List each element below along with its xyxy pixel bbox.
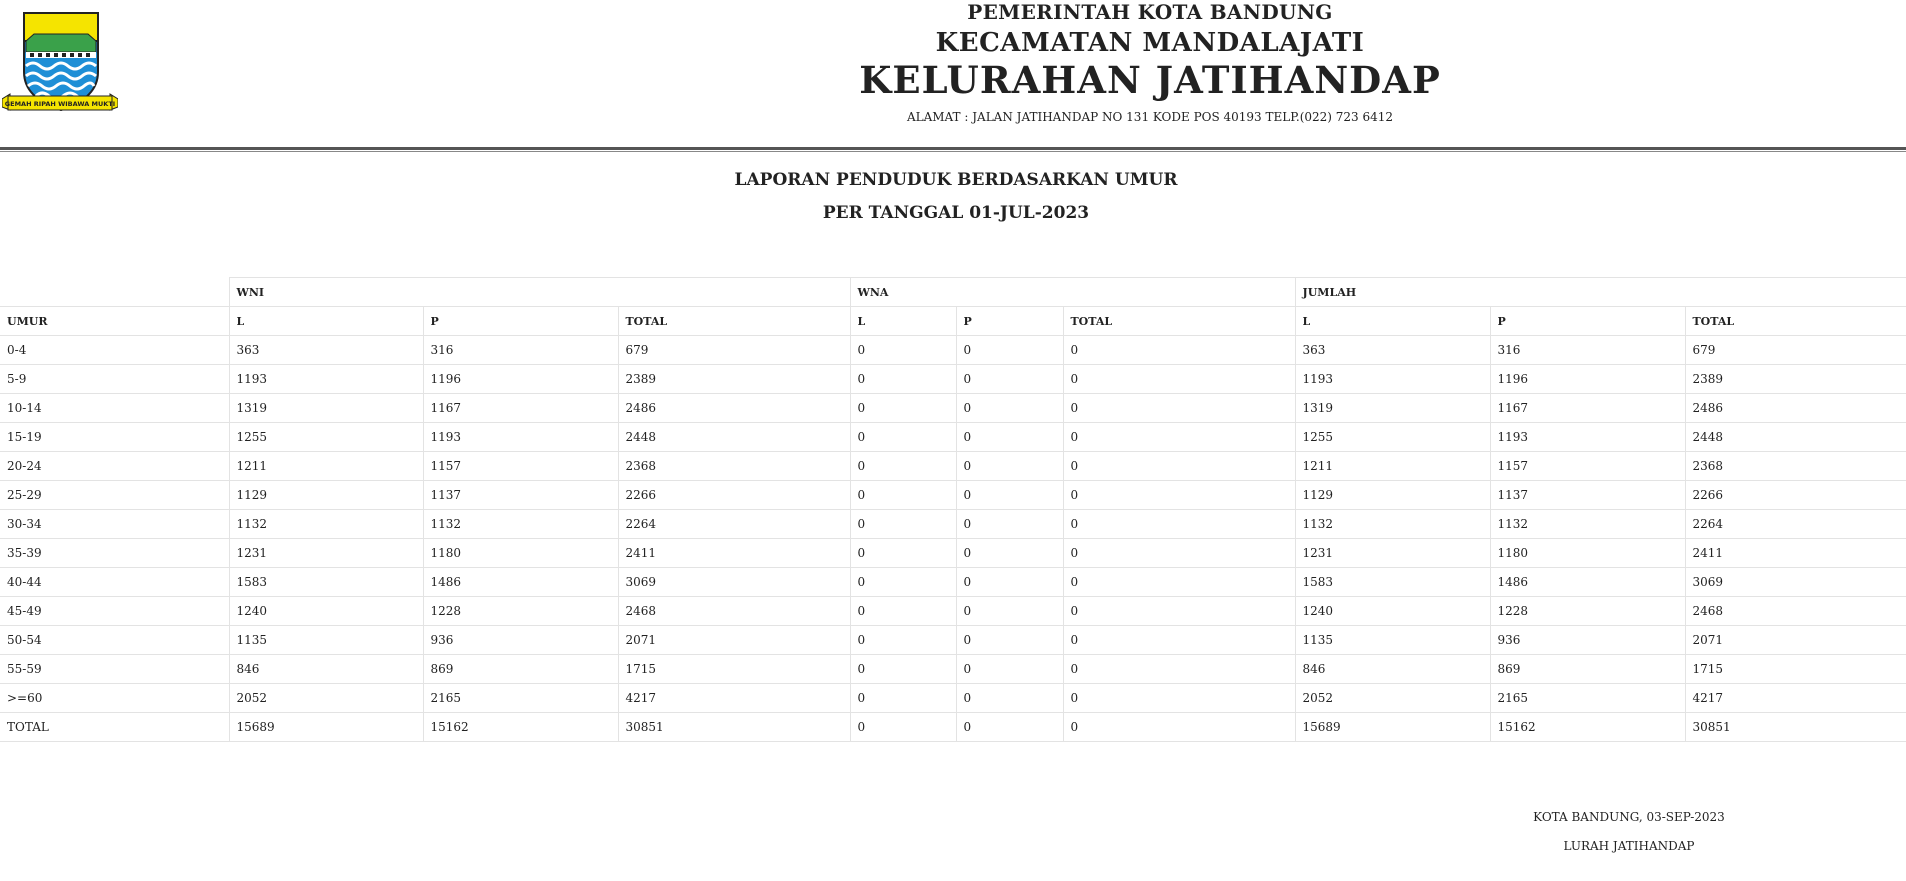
- table-cell: 1196: [1490, 365, 1685, 394]
- table-row: [0, 684, 1906, 713]
- table-cell: 2368: [618, 452, 850, 481]
- table-cell: 1486: [1490, 568, 1685, 597]
- table-cell: 0: [850, 713, 956, 742]
- table-row: [0, 568, 1906, 597]
- table-cell: 0: [1063, 684, 1295, 713]
- table-cell: 0: [1063, 394, 1295, 423]
- table-cell: 316: [1490, 336, 1685, 365]
- table-cell: 0: [1063, 452, 1295, 481]
- table-cell: 0: [850, 452, 956, 481]
- table-cell: 1211: [1295, 452, 1490, 481]
- table-cell: 2411: [618, 539, 850, 568]
- header-divider-thin: [0, 151, 1906, 152]
- table-cell: 2264: [618, 510, 850, 539]
- table-cell: 2071: [1685, 626, 1906, 655]
- age-group-cell: 55-59: [0, 655, 229, 684]
- table-cell: 363: [1295, 336, 1490, 365]
- table-cell: 0: [850, 510, 956, 539]
- table-cell: 0: [850, 626, 956, 655]
- signature-role: LURAH JATIHANDAP: [1563, 839, 1695, 853]
- table-cell: 0: [850, 423, 956, 452]
- table-cell: 0: [850, 481, 956, 510]
- age-group-cell: 0-4: [0, 336, 229, 365]
- table-cell: 936: [423, 626, 618, 655]
- table-cell: 1167: [1490, 394, 1685, 423]
- table-cell: 0: [956, 365, 1063, 394]
- table-cell: 0: [1063, 597, 1295, 626]
- table-cell: 0: [956, 452, 1063, 481]
- table-row: [0, 336, 1906, 365]
- table-cell: 2448: [618, 423, 850, 452]
- report-title: LAPORAN PENDUDUK BERDASARKAN UMUR: [734, 170, 1178, 190]
- table-cell: 0: [956, 684, 1063, 713]
- column-header: TOTAL: [618, 307, 850, 336]
- table-cell: 1129: [1295, 481, 1490, 510]
- table-cell: 2389: [618, 365, 850, 394]
- table-row: [0, 481, 1906, 510]
- age-group-cell: 30-34: [0, 510, 229, 539]
- table-cell: 0: [850, 655, 956, 684]
- age-group-cell: 20-24: [0, 452, 229, 481]
- table-row: [0, 626, 1906, 655]
- table-cell: 1135: [229, 626, 423, 655]
- table-cell: 2368: [1685, 452, 1906, 481]
- table-row: [0, 365, 1906, 394]
- table-cell: 4217: [1685, 684, 1906, 713]
- table-row: [0, 510, 1906, 539]
- age-group-cell: 35-39: [0, 539, 229, 568]
- table-cell: 1240: [1295, 597, 1490, 626]
- table-cell: 0: [1063, 365, 1295, 394]
- table-cell: 0: [956, 568, 1063, 597]
- government-name: PEMERINTAH KOTA BANDUNG: [967, 0, 1333, 24]
- table-cell: 869: [423, 655, 618, 684]
- table-cell: 0: [850, 597, 956, 626]
- signature-place-date: KOTA BANDUNG, 03-SEP-2023: [1533, 810, 1725, 824]
- table-cell: 0: [956, 510, 1063, 539]
- header-divider: [0, 147, 1906, 150]
- table-cell: 1196: [423, 365, 618, 394]
- table-cell: 1193: [1295, 365, 1490, 394]
- column-header-row: [0, 307, 1906, 336]
- group-header-wna: WNA: [850, 278, 1295, 307]
- table-row: [0, 394, 1906, 423]
- column-header: P: [956, 307, 1063, 336]
- table-cell: 0: [850, 336, 956, 365]
- table-cell: 1135: [1295, 626, 1490, 655]
- table-cell: 3069: [1685, 568, 1906, 597]
- table-row: [0, 452, 1906, 481]
- table-cell: 1211: [229, 452, 423, 481]
- table-cell: 936: [1490, 626, 1685, 655]
- column-header: UMUR: [0, 307, 229, 336]
- table-cell: 1228: [1490, 597, 1685, 626]
- table-cell: 0: [1063, 336, 1295, 365]
- table-cell: 0: [1063, 655, 1295, 684]
- table-cell: 2071: [618, 626, 850, 655]
- table-cell: 30851: [618, 713, 850, 742]
- table-row: [0, 539, 1906, 568]
- table-cell: 3069: [618, 568, 850, 597]
- table-cell: 2411: [1685, 539, 1906, 568]
- table-cell: 0: [956, 655, 1063, 684]
- table-cell: 1132: [1295, 510, 1490, 539]
- age-group-cell: 10-14: [0, 394, 229, 423]
- table-cell: 2266: [618, 481, 850, 510]
- column-header: L: [229, 307, 423, 336]
- column-header: TOTAL: [1063, 307, 1295, 336]
- table-cell: 0: [850, 684, 956, 713]
- table-cell: 869: [1490, 655, 1685, 684]
- table-cell: 1583: [229, 568, 423, 597]
- column-header: L: [1295, 307, 1490, 336]
- table-cell: 846: [1295, 655, 1490, 684]
- table-cell: 1180: [1490, 539, 1685, 568]
- table-cell: 30851: [1685, 713, 1906, 742]
- table-cell: 0: [956, 394, 1063, 423]
- table-cell: 363: [229, 336, 423, 365]
- table-cell: 2389: [1685, 365, 1906, 394]
- column-header: TOTAL: [1685, 307, 1906, 336]
- table-cell: 1129: [229, 481, 423, 510]
- table-cell: 1583: [1295, 568, 1490, 597]
- group-header-jumlah: JUMLAH: [1295, 278, 1906, 307]
- table-cell: 2264: [1685, 510, 1906, 539]
- table-cell: 0: [850, 568, 956, 597]
- age-group-cell: 15-19: [0, 423, 229, 452]
- table-cell: 2448: [1685, 423, 1906, 452]
- table-cell: 1193: [423, 423, 618, 452]
- table-cell: 4217: [618, 684, 850, 713]
- table-cell: 0: [956, 423, 1063, 452]
- table-cell: 0: [1063, 539, 1295, 568]
- table-cell: 1228: [423, 597, 618, 626]
- table-body: [0, 336, 1906, 742]
- table-cell: 679: [1685, 336, 1906, 365]
- table-cell: 1137: [1490, 481, 1685, 510]
- age-group-cell: >=60: [0, 684, 229, 713]
- table-cell: 2052: [229, 684, 423, 713]
- table-cell: 1715: [1685, 655, 1906, 684]
- table-cell: 1319: [229, 394, 423, 423]
- table-cell: 2486: [1685, 394, 1906, 423]
- address-line: ALAMAT : JALAN JATIHANDAP NO 131 KODE POS 40193 TELP.(022) 723 6412: [906, 110, 1394, 124]
- table-cell: 1193: [1490, 423, 1685, 452]
- table-cell: 1240: [229, 597, 423, 626]
- table-cell: 15162: [423, 713, 618, 742]
- table-corner: [0, 278, 229, 307]
- table-cell: 1132: [1490, 510, 1685, 539]
- table-cell: 1486: [423, 568, 618, 597]
- table-cell: 1157: [423, 452, 618, 481]
- group-header-wni: WNI: [229, 278, 850, 307]
- table-cell: 679: [618, 336, 850, 365]
- table-cell: 1715: [618, 655, 850, 684]
- table-cell: 1157: [1490, 452, 1685, 481]
- table-cell: 0: [850, 394, 956, 423]
- table-cell: 1231: [229, 539, 423, 568]
- table-cell: 0: [1063, 713, 1295, 742]
- table-cell: 15689: [229, 713, 423, 742]
- logo-motto: GEMAH RIPAH WIBAWA MUKTI: [4, 100, 116, 108]
- table-cell: 2052: [1295, 684, 1490, 713]
- age-group-cell: 25-29: [0, 481, 229, 510]
- table-cell: 0: [956, 626, 1063, 655]
- table-cell: 0: [1063, 626, 1295, 655]
- village-name: KELURAHAN JATIHANDAP: [859, 58, 1441, 102]
- table-cell: 2486: [618, 394, 850, 423]
- table-cell: 0: [956, 597, 1063, 626]
- table-cell: 0: [956, 336, 1063, 365]
- table-cell: 0: [956, 481, 1063, 510]
- table-cell: 15162: [1490, 713, 1685, 742]
- table-cell: 0: [850, 539, 956, 568]
- table-cell: 316: [423, 336, 618, 365]
- table-cell: 1132: [229, 510, 423, 539]
- age-group-cell: 5-9: [0, 365, 229, 394]
- table-cell: 2468: [1685, 597, 1906, 626]
- table-cell: 1231: [1295, 539, 1490, 568]
- table-cell: 1180: [423, 539, 618, 568]
- table-cell: 15689: [1295, 713, 1490, 742]
- group-header-row: [0, 278, 1906, 307]
- table-cell: 846: [229, 655, 423, 684]
- age-group-cell: TOTAL: [0, 713, 229, 742]
- column-header: L: [850, 307, 956, 336]
- table-cell: 0: [850, 365, 956, 394]
- table-cell: 1193: [229, 365, 423, 394]
- district-name: KECAMATAN MANDALAJATI: [935, 28, 1365, 58]
- table-cell: 1132: [423, 510, 618, 539]
- table-cell: 1255: [229, 423, 423, 452]
- table-row: [0, 655, 1906, 684]
- table-cell: 1167: [423, 394, 618, 423]
- table-cell: 0: [1063, 423, 1295, 452]
- table-cell: 0: [956, 539, 1063, 568]
- table-cell: 2165: [1490, 684, 1685, 713]
- table-cell: 2468: [618, 597, 850, 626]
- table-cell: 1255: [1295, 423, 1490, 452]
- report-date: PER TANGGAL 01-JUL-2023: [822, 203, 1090, 223]
- column-header: P: [423, 307, 618, 336]
- table-cell: 0: [956, 713, 1063, 742]
- table-cell: 0: [1063, 481, 1295, 510]
- table-cell: 0: [1063, 510, 1295, 539]
- table-row: [0, 423, 1906, 452]
- table-cell: 0: [1063, 568, 1295, 597]
- table-row: [0, 597, 1906, 626]
- table-cell: 2165: [423, 684, 618, 713]
- age-group-cell: 45-49: [0, 597, 229, 626]
- table-cell: 1137: [423, 481, 618, 510]
- age-group-cell: 50-54: [0, 626, 229, 655]
- table-cell: 2266: [1685, 481, 1906, 510]
- column-header: P: [1490, 307, 1685, 336]
- table-cell: 1319: [1295, 394, 1490, 423]
- age-group-cell: 40-44: [0, 568, 229, 597]
- population-by-age-table: [0, 277, 1906, 742]
- total-row: [0, 713, 1906, 742]
